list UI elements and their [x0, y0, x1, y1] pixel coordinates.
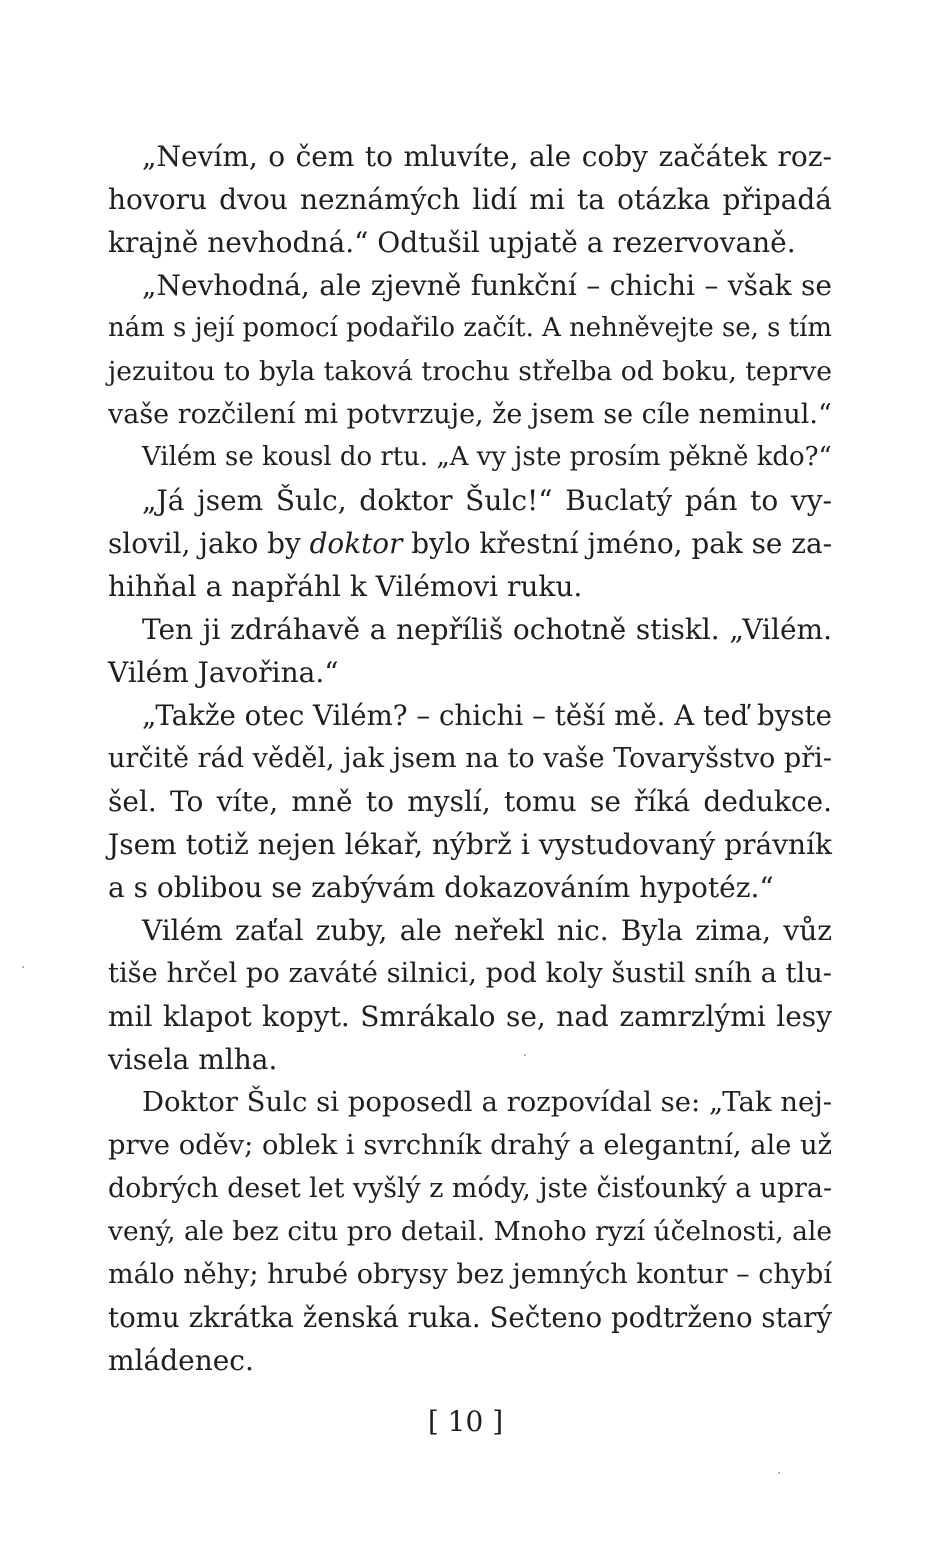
text-line: dobrých deset let vyšlý z módy, jste čisťounký a upra- — [108, 1173, 832, 1204]
text-line: visela mlha. — [108, 1043, 278, 1076]
body-text — [108, 135, 832, 1382]
paragraph — [108, 694, 832, 909]
scan-speck — [524, 1054, 526, 1056]
scan-speck — [778, 1472, 780, 1474]
emphasis: doktor — [309, 527, 403, 560]
text-line: hihňal a napřáhl k Vilémovi ruku. — [108, 570, 583, 603]
text-line: mládenec. — [108, 1344, 254, 1377]
text-line: krajně nevhodná.“ Odtušil upjatě a rezervovaně. — [108, 226, 796, 259]
paragraph — [108, 135, 832, 264]
text-line: „Nevhodná, ale zjevně funkční – chichi – však se — [142, 269, 832, 302]
text-line: Jsem totiž nejen lékař, nýbrž i vystudovaný právník — [108, 828, 832, 861]
paragraph — [108, 264, 832, 436]
scan-speck — [22, 966, 24, 968]
text-line: Vilém se kousl do rtu. „A vy jste prosím pěkně kdo?“ — [142, 442, 832, 472]
page-number: [ 10 ] — [427, 1405, 504, 1438]
text-line: „Nevím, o čem to mluvíte, ale coby začátek roz- — [142, 140, 832, 173]
text-line: vaše rozčilení mi potvrzuje, že jsem se cíle neminul.“ — [108, 399, 832, 430]
text-line: šel. To víte, mně to myslí, tomu se říká dedukce. — [108, 785, 832, 818]
text-line: slovil, jako by doktor bylo křestní jméno, pak se za- — [108, 527, 832, 560]
paragraph — [108, 479, 832, 608]
text-line: určitě rád věděl, jak jsem na to vaše Tovaryšstvo při- — [108, 743, 832, 774]
text-line: tiše hrčel po zaváté silnici, pod koly šustil sníh a tlu- — [108, 958, 832, 989]
text-line: hovoru dvou neznámých lidí mi ta otázka připadá — [108, 183, 832, 216]
text-line: Vilém Javořina.“ — [108, 656, 339, 689]
paragraph — [108, 1081, 832, 1382]
text-line: Doktor Šulc si poposedl a rozpovídal se: „Tak nej- — [142, 1086, 832, 1118]
text-line: „Já jsem Šulc, doktor Šulc!“ Buclatý pán to vy- — [142, 484, 832, 517]
text-line: nám s její pomocí podařilo začít. A nehněvejte se, s tím — [108, 313, 832, 343]
paragraph — [108, 436, 832, 479]
text-line: Ten ji zdráhavě a nepříliš ochotně stiskl. „Vilém. — [142, 613, 832, 646]
text-line: „Takže otec Vilém? – chichi – těší mě. A teď byste — [142, 699, 832, 732]
text-line: a s oblibou se zabývám dokazováním hypotéz.“ — [108, 871, 774, 904]
text-line: jezuitou to byla taková trochu střelba od boku, teprve — [108, 356, 832, 387]
text-line: Vilém zaťal zuby, ale neřekl nic. Byla zima, vůz — [142, 914, 832, 947]
paragraph — [108, 608, 832, 694]
text-line: vený, ale bez citu pro detail. Mnoho ryzí účelnosti, ale — [108, 1216, 832, 1247]
text-line: tomu zkrátka ženská ruka. Sečteno podtrženo starý — [108, 1301, 832, 1334]
text-line: málo něhy; hrubé obrysy bez jemných kontur – chybí — [108, 1259, 832, 1290]
text-line: prve oděv; oblek i svrchník drahý a elegantní, ale už — [108, 1130, 832, 1161]
text-line: mil klapot kopyt. Smrákalo se, nad zamrzlými lesy — [108, 1000, 832, 1033]
paragraph — [108, 909, 832, 1081]
